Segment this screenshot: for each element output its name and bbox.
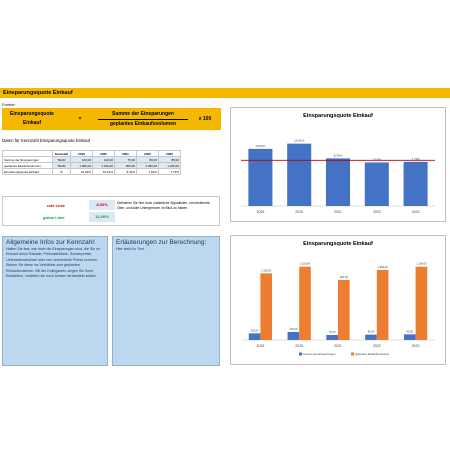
volume-bar-chart (231, 236, 445, 364)
bar (404, 162, 428, 206)
value-cell[interactable]: 900,00 (115, 163, 137, 169)
chart-title: Einsparungsquote Einkauf (303, 241, 373, 247)
data-label: 1.050,00 (377, 266, 388, 269)
value-cell: 10,00% (71, 169, 93, 175)
value-cell[interactable]: 85,00 (159, 157, 181, 163)
legend-swatch (351, 353, 354, 356)
formula-label: Formel: (2, 102, 16, 107)
info-box-title: Allgemeine Infos zur Kennzahl: (6, 239, 96, 246)
data-label: 1.000,00 (261, 269, 272, 273)
x-tick-label: 2022 (372, 210, 381, 214)
x-tick-label: 2020 (295, 210, 304, 214)
x-tick-label: 2021 (334, 344, 342, 348)
data-label: 80,00 (367, 330, 375, 334)
data-section-label: Daten für Kennzahl Einsparungsquote Einkauf (2, 138, 91, 143)
column-header: 2021 (115, 151, 137, 157)
formula-denominator: geplantes Einkaufsvolumen (109, 121, 177, 127)
x-tick-label: 2020 (295, 344, 304, 348)
value-cell: 8,33% (115, 169, 137, 175)
data-label: 85,00 (406, 330, 414, 334)
formula-box (2, 108, 221, 130)
fraction-line (98, 119, 188, 120)
value-cell[interactable]: 80,00 (137, 157, 159, 163)
legend-label: Summe der Einsparungen (303, 352, 336, 356)
data-label: 1.100,00 (299, 262, 311, 266)
data-label: 8,33% (333, 153, 343, 158)
data-label: 7,73% (411, 156, 420, 161)
x-tick-label: 2022 (372, 344, 381, 348)
red-line-value[interactable]: 8,00% (89, 200, 115, 210)
data-label: 120,00 (289, 328, 298, 331)
bar (404, 334, 416, 340)
quota-bar-chart (231, 108, 445, 221)
column-header: 2022 (137, 151, 159, 157)
data-table (2, 150, 181, 175)
formula-numerator: Summe der Einsparungen (112, 111, 174, 117)
value-cell: 7,73% (159, 169, 181, 175)
bar (365, 162, 389, 206)
bar (299, 267, 311, 340)
bar (288, 332, 300, 340)
data-label: 7,62% (372, 157, 382, 162)
value-cell[interactable]: 75,00 (115, 157, 137, 163)
formula-multiplier: x 100 (198, 116, 212, 122)
x-tick-label: 2019 (256, 344, 265, 348)
unit-cell[interactable]: TEUR (53, 157, 71, 163)
data-label: 900,00 (339, 276, 348, 279)
value-cell[interactable]: 100,00 (71, 157, 93, 163)
data-label: 100,00 (250, 329, 259, 333)
bar (249, 333, 261, 340)
data-label: 1.100,00 (416, 262, 427, 266)
column-header: Kennzahl (53, 151, 71, 157)
row-label: Summe der Einsparungen (3, 157, 53, 163)
value-cell[interactable]: 1.100,00 (93, 163, 115, 169)
volume-chart-panel[interactable] (230, 235, 446, 365)
value-cell: 7,62% (137, 169, 159, 175)
quota-chart-panel[interactable] (230, 107, 446, 222)
info-box[interactable] (2, 236, 108, 366)
bar (260, 273, 272, 340)
bar (326, 158, 350, 206)
calc-box[interactable] (112, 236, 220, 366)
calc-box-text: Hier steht Ihr Text. (116, 247, 146, 251)
legend-swatch (299, 353, 302, 356)
unit-cell[interactable]: TEUR (53, 163, 71, 169)
green-line-value[interactable]: 12,00% (89, 212, 115, 222)
value-cell[interactable]: 1.050,00 (137, 163, 159, 169)
formula-equals: = (78, 116, 82, 122)
data-label: 10,00% (255, 143, 266, 148)
sheet-title: Einsparungsquote Einkauf (0, 88, 450, 98)
unit-cell: % (53, 169, 71, 175)
x-tick-label: 2019 (256, 210, 265, 214)
value-cell[interactable]: 1.100,00 (159, 163, 181, 169)
x-tick-label: 2023 (411, 210, 420, 214)
x-tick-label: 2021 (334, 210, 342, 214)
value-cell: 10,91% (93, 169, 115, 175)
chart-title: Einsparungsquote Einkauf (303, 113, 373, 119)
red-line-label: rote Linie (47, 203, 66, 208)
bar (287, 144, 311, 206)
legend-label: geplantes Einkaufsvolumen (355, 352, 390, 356)
table-row (3, 169, 181, 175)
column-header: 2019 (71, 151, 93, 157)
x-tick-label: 2023 (411, 344, 420, 348)
threshold-note: Definieren Sie hier noch zusätzliche Signallinien, um bestimmte Ober- und/oder Untergrenzen im Blick zu haben. (117, 201, 210, 210)
value-cell[interactable]: 1.000,00 (71, 163, 93, 169)
bar (326, 335, 338, 340)
data-label: 10,91% (294, 138, 305, 143)
bar (248, 149, 272, 206)
bar (377, 270, 389, 340)
column-header: 2023 (159, 151, 181, 157)
row-label: Einsparungsquote Einkauf (3, 169, 53, 175)
formula-lhs-line2: Einkauf (22, 120, 42, 126)
row-label: geplantes Einkaufsvolumen (3, 163, 53, 169)
info-box-text: Halten Sie fest, wie hoch die Einsparungen sind, die Sie im Einkauf durch Rabatte, Preisnachlässe, Sonderpreise, Lieferantenwechsel oder neu verhandelte Preise erzielen. Setzen Sie diese ins Verhältnis zum geplanten Einkaufsvolumen. Mit der Kollegaufen zeigen Sie Ihren Einkäufern, inwiefern sie noch besser verhandeln sollten. (6, 247, 100, 279)
column-header: 2020 (93, 151, 115, 157)
bar (338, 280, 350, 340)
bar (365, 335, 377, 340)
bar (416, 267, 428, 340)
data-label: 75,00 (328, 331, 336, 334)
green-line-label: grüne Linie (43, 215, 65, 220)
threshold-box (2, 196, 220, 226)
value-cell[interactable]: 120,00 (93, 157, 115, 163)
calc-box-title: Erläuterungen zur Berechnung: (116, 239, 207, 246)
formula-lhs-line1: Einsparungsquote (10, 111, 54, 117)
